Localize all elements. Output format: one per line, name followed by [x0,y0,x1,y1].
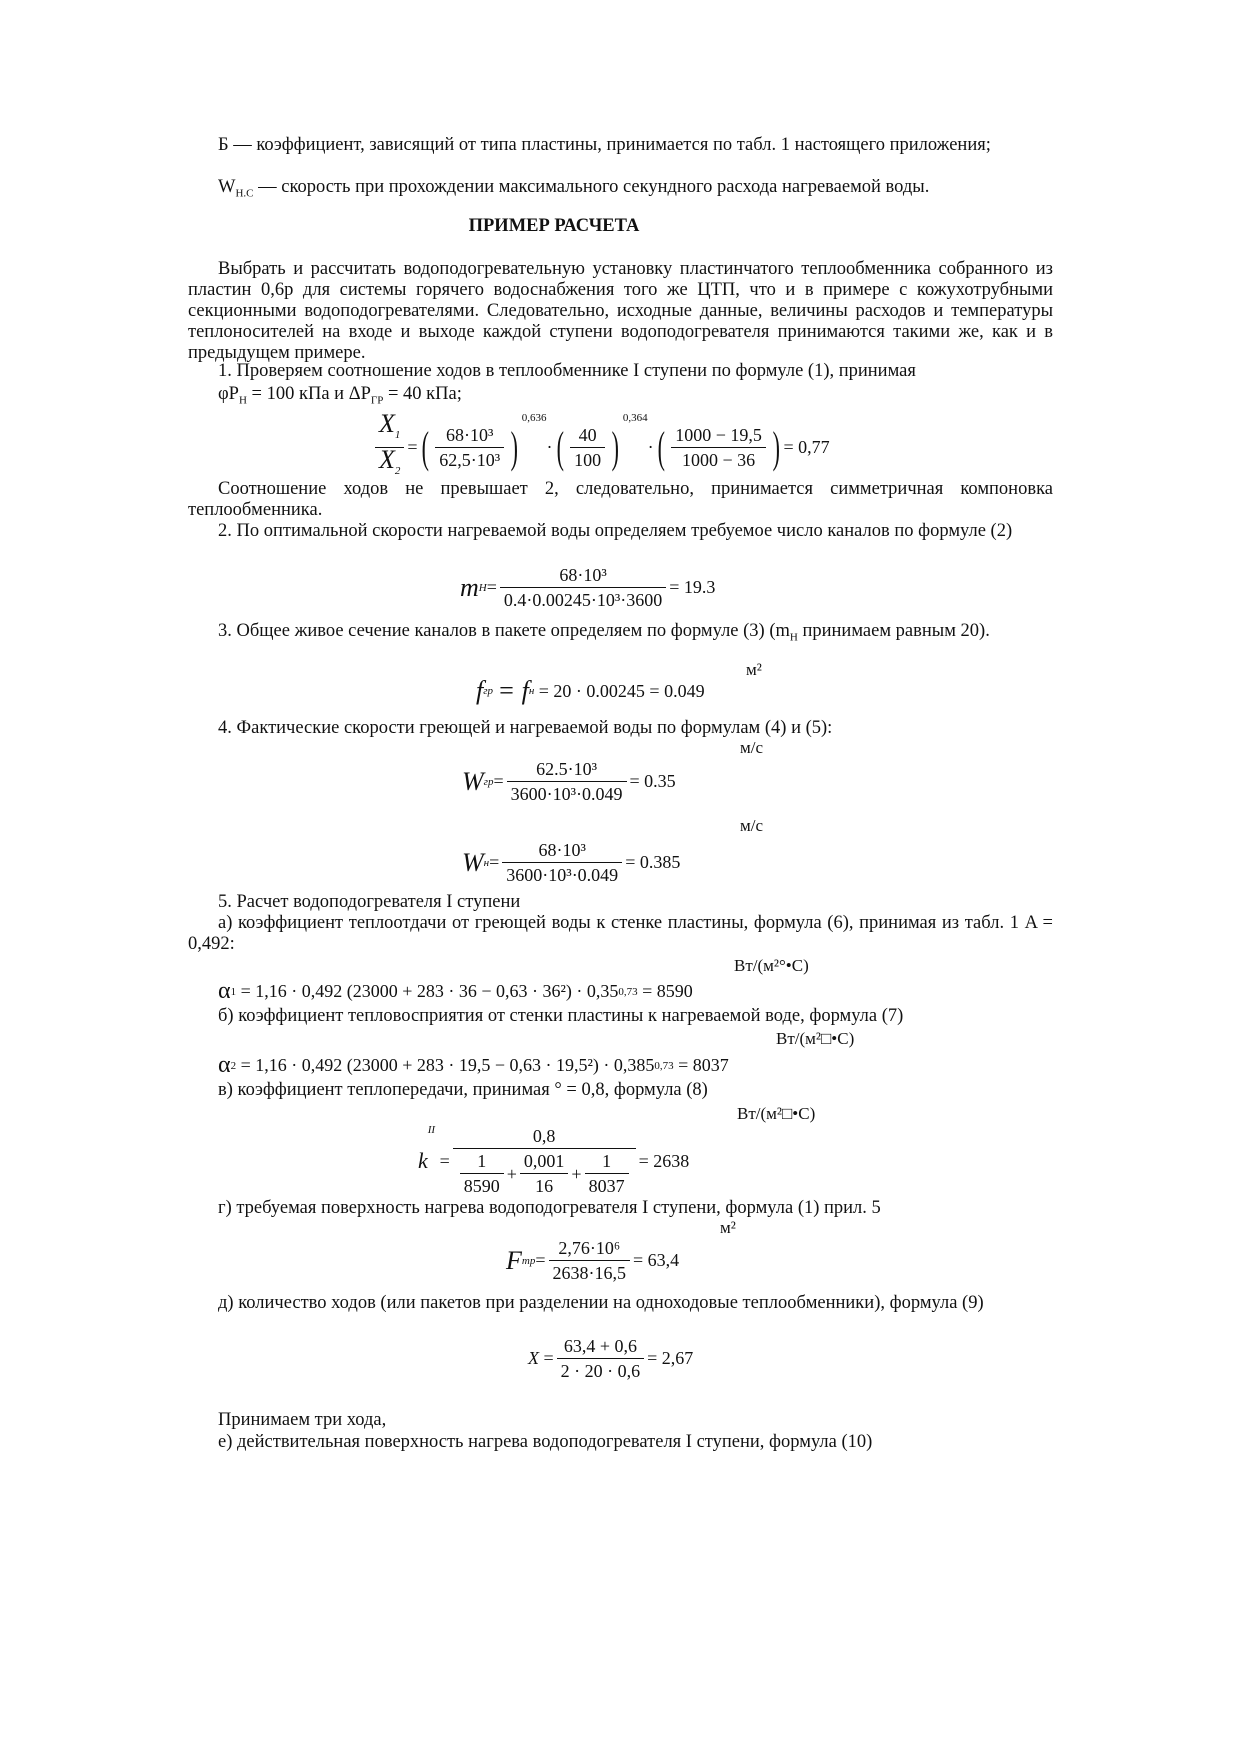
formula-mh [460,563,715,612]
t: α [218,1052,231,1078]
t: Н [238,394,247,407]
t: = [407,437,418,458]
t: 0,636 [521,412,547,424]
step-5g: г) требуемая поверхность нагрева водоподогревателя I ступени, формула (1) прил. 5 [218,1198,881,1218]
t: f [476,676,484,705]
t: = [493,771,504,791]
t: 1 [585,1149,629,1174]
t: 1 [394,429,401,442]
t: Н [789,631,798,644]
unit-label: м² [720,1218,736,1237]
unit-label: м/с [740,816,764,835]
t: 0,73 [654,1059,674,1072]
step-5b: б) коэффициент тепловосприятия от стенки пластины к нагреваемой воде, формула (7) [218,1006,904,1026]
t: = [486,577,497,597]
formula-w-gr [462,757,676,806]
t: · [546,437,553,458]
t: W [462,847,484,877]
t: = 40 кПа; [383,384,462,404]
t: = [489,852,500,872]
t: = 1,16 · 0,492 (23000 + 283 · 19,5 − 0,63 · 19,5²) · 0,385 [240,1055,655,1075]
t: 0.4·0.00245·10³·3600 [503,590,663,610]
formula-alpha1 [218,978,693,1005]
formula-w-n [462,838,680,887]
t: φP [218,384,239,404]
t: 0,73 [618,985,638,998]
t: m [460,572,479,602]
t: 63,4 + 0,6 [557,1334,645,1359]
subscript: Н.С [235,187,254,200]
t: гр [483,775,494,788]
step-5a: а) коэффициент теплоотдачи от греющей воды к стенке пластины, формула (6), принимая из табл. 1 A = 0,492: [188,913,1053,954]
unit-label: Вт/(м²°•С) [734,956,809,975]
step-1-params [188,384,1053,412]
t: 1000 − 36 [681,450,756,471]
symbol: W [218,177,236,197]
paragraph-three-passes: Принимаем три хода, [218,1410,387,1430]
t: 68·10³ [502,838,622,863]
t: = 2638 [638,1150,690,1171]
t: = f [497,676,529,705]
t: 2 · 20 · 0,6 [560,1361,641,1381]
t: принимаем равным 20). [797,621,990,641]
unit-label: м/с [740,738,764,757]
t: 3600·10³·0.049 [510,784,623,804]
t: = [543,1348,554,1368]
step-4: 4. Фактические скорости греющей и нагреваемой воды по формулам (4) и (5): [218,718,833,738]
step-5e: е) действительная поверхность нагрева водоподогревателя I ступени, формула (10) [218,1432,873,1452]
t: + [571,1163,582,1184]
t: W [462,766,484,796]
t: 100 [574,450,602,471]
t: 40 [570,423,605,448]
t: = [535,1250,546,1270]
step-5d: д) количество ходов (или пакетов при разделении на одноходовые теплообменники), формула (9) [218,1293,984,1313]
formula-f-tr [506,1236,679,1285]
t: гр [483,685,494,697]
unit-label: Вт/(м²□•С) [737,1104,816,1123]
t: 8590 [463,1176,500,1196]
t: 2 [230,1059,237,1072]
paragraph-intro: Выбрать и рассчитать водоподогревательную установку пластинчатого теплообменника собранного из пластин 0,6р для системы горячего водоснабжения того же ЦТП, что и в примере с кожухотрубными секционными водоподогревателями. Следовательно, исходные данные, величины расходов и температуры теплоносителей на входе и выходе каждой ступени водоподогревателя принимаются такими же, как и в предыдущем примере. [188,259,1053,363]
t: = [439,1150,450,1171]
text: — скорость при прохождении максимального секундного расхода нагреваемой воды. [253,177,930,197]
step-5v: в) коэффициент теплопередачи, принимая ° = 0,8, формула (8) [218,1080,708,1100]
t: 68·10³ [435,423,504,448]
step-1: 1. Проверяем соотношение ходов в теплообменнике I ступени по формуле (1), принимая [218,361,916,381]
unit-label: м² [746,660,762,679]
formula-x [528,1334,693,1383]
t: н [483,856,490,869]
step-5: 5. Расчет водоподогревателя I ступени [218,892,521,912]
t: X [379,445,395,475]
formula-alpha2 [218,1052,729,1079]
t: X [379,409,395,438]
section-heading [0,216,1240,237]
t: H [478,581,487,594]
t: k [418,1148,428,1173]
t: 0,8 [453,1124,636,1149]
formula-k [418,1124,689,1198]
t: = 0.35 [629,771,676,791]
t: · [647,437,654,458]
heading-text: ПРИМЕР РАСЧЕТА [468,216,640,236]
t: 2638·16,5 [552,1263,626,1283]
t: 3600·10³·0.049 [506,865,619,885]
step-3 [188,621,1053,649]
t: 1 [460,1149,504,1174]
t: 1000 − 19,5 [671,423,766,448]
t: = 0.385 [625,852,681,872]
formula-ratio: $\frac{X_1}{X_2}$ = ( $\frac{\text{68·10³}}{\text{62,5·10³}}$ ) 0,636 · ( $\frac{40}{100}$ ) 0,364 · ( $\frac{1000 - 19,5}{1000 - 36}$ ) = 0,77 [372,412,830,483]
t: II [427,1124,436,1136]
t: 0,364 [622,412,648,424]
step-2: 2. По оптимальной скорости нагреваемой воды определяем требуемое число каналов по формуле (2) [218,521,1013,541]
t: = 19.3 [669,577,716,597]
t: тр [521,1254,536,1267]
t: 62,5·10³ [439,450,501,471]
t: н [528,685,535,697]
t: = 8037 [678,1055,729,1075]
t: 2 [394,465,401,478]
t: 16 [535,1176,554,1196]
t: = 100 кПа и ΔP [246,384,371,404]
t: 1 [230,985,237,998]
t: + [506,1163,517,1184]
t: = 20 · 0.00245 = 0.049 [538,680,705,701]
t: = 8590 [642,981,693,1001]
t: 8037 [588,1176,625,1196]
t: 3. Общее живое сечение каналов в пакете определяем по формуле (3) (m [218,621,790,641]
t: F [506,1245,522,1275]
paragraph-ratio-result: Соотношение ходов не превышает 2, следовательно, принимается симметричная компоновка теплообменника. [188,479,1053,520]
t: = 0,77 [783,437,830,458]
t: = 1,16 · 0,492 (23000 + 283 · 36 − 0,63 · 36²) · 0,35 [240,981,619,1001]
paragraph-w-velocity [188,177,1053,205]
formula-f [476,676,705,706]
t: X [528,1348,539,1368]
t: 62.5·10³ [507,757,627,782]
t: 68·10³ [500,563,666,588]
t: α [218,978,231,1004]
t: ГР [370,394,384,407]
t: = 63,4 [633,1250,680,1270]
t: = 2,67 [647,1348,694,1368]
paragraph-b-coefficient: Б — коэффициент, зависящий от типа пластины, принимается по табл. 1 настоящего приложения; [218,135,991,155]
t: 2,76·10⁶ [549,1236,631,1261]
unit-label: Вт/(м²□•С) [776,1029,855,1048]
t: 0,001 [520,1149,569,1174]
